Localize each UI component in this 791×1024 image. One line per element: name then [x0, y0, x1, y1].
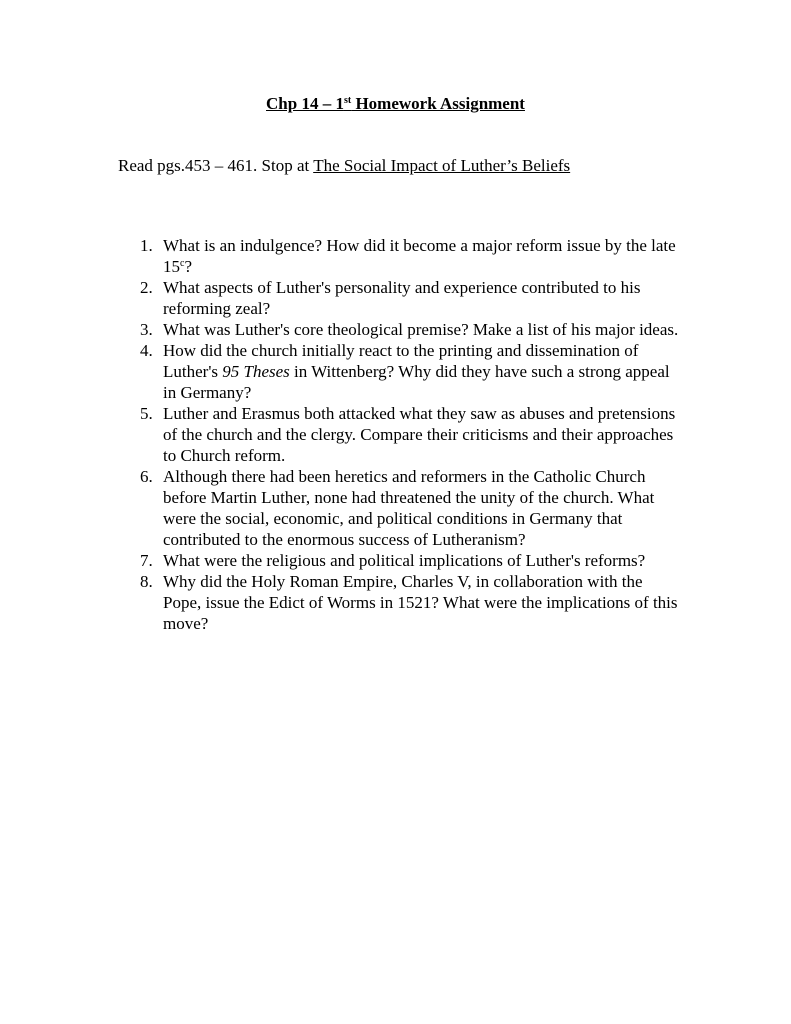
reading-prefix: Read pgs.453 – 461. Stop at [118, 156, 314, 175]
question-item [140, 571, 680, 634]
question-item [140, 235, 680, 277]
question-text: Luther and Erasmus both attacked what they saw as abuses and pretensions of the church and the clergy. Compare their criticisms and their approaches to Church reform. [163, 404, 676, 465]
question-number: 4. [140, 341, 153, 360]
question-number: 6. [140, 467, 153, 486]
question-item [140, 277, 680, 319]
question-number: 2. [140, 278, 153, 297]
title-rest: Homework Assignment [351, 94, 525, 113]
assignment-title [0, 93, 791, 115]
question-text: How did the church initially react to the printing and dissemination of Luther's [163, 341, 639, 381]
question-text: Although there had been heretics and reformers in the Catholic Church before Martin Luther, none had threatened the unity of the church. What were the social, economic, and political conditions in Germany that contributed to the enormous success of Lutheranism? [163, 467, 655, 549]
title-main: Chp 14 – 1 [266, 94, 344, 113]
reading-section-title: The Social Impact of Luther’s Beliefs [313, 156, 571, 175]
question-number: 1. [140, 236, 153, 255]
question-text: What were the religious and political implications of Luther's reforms? [163, 551, 646, 570]
question-number: 5. [140, 404, 153, 423]
question-number: 8. [140, 572, 153, 591]
question-item [140, 550, 680, 571]
question-item [140, 403, 680, 466]
question-text-after: in Wittenberg? Why did they have such a strong appeal in Germany? [163, 362, 670, 402]
question-text-after: ? [184, 257, 192, 276]
question-text: What is an indulgence? How did it become a major reform issue by the late 15 [163, 236, 676, 276]
question-text: Why did the Holy Roman Empire, Charles V, in collaboration with the Pope, issue the Edict of Worms in 1521? What were the implications of this move? [163, 572, 678, 633]
question-list [140, 235, 680, 634]
question-italic-title: 95 Theses [222, 362, 290, 381]
question-item [140, 466, 680, 550]
question-number: 3. [140, 320, 153, 339]
question-text: What aspects of Luther's personality and experience contributed to his reforming zeal? [163, 278, 641, 318]
question-item [140, 340, 680, 403]
question-number: 7. [140, 551, 153, 570]
reading-instruction [118, 155, 570, 177]
question-text: What was Luther's core theological premise? Make a list of his major ideas. [163, 320, 679, 339]
question-item [140, 319, 680, 340]
title-superscript: st [343, 95, 352, 106]
question-superscript: c [180, 258, 185, 269]
